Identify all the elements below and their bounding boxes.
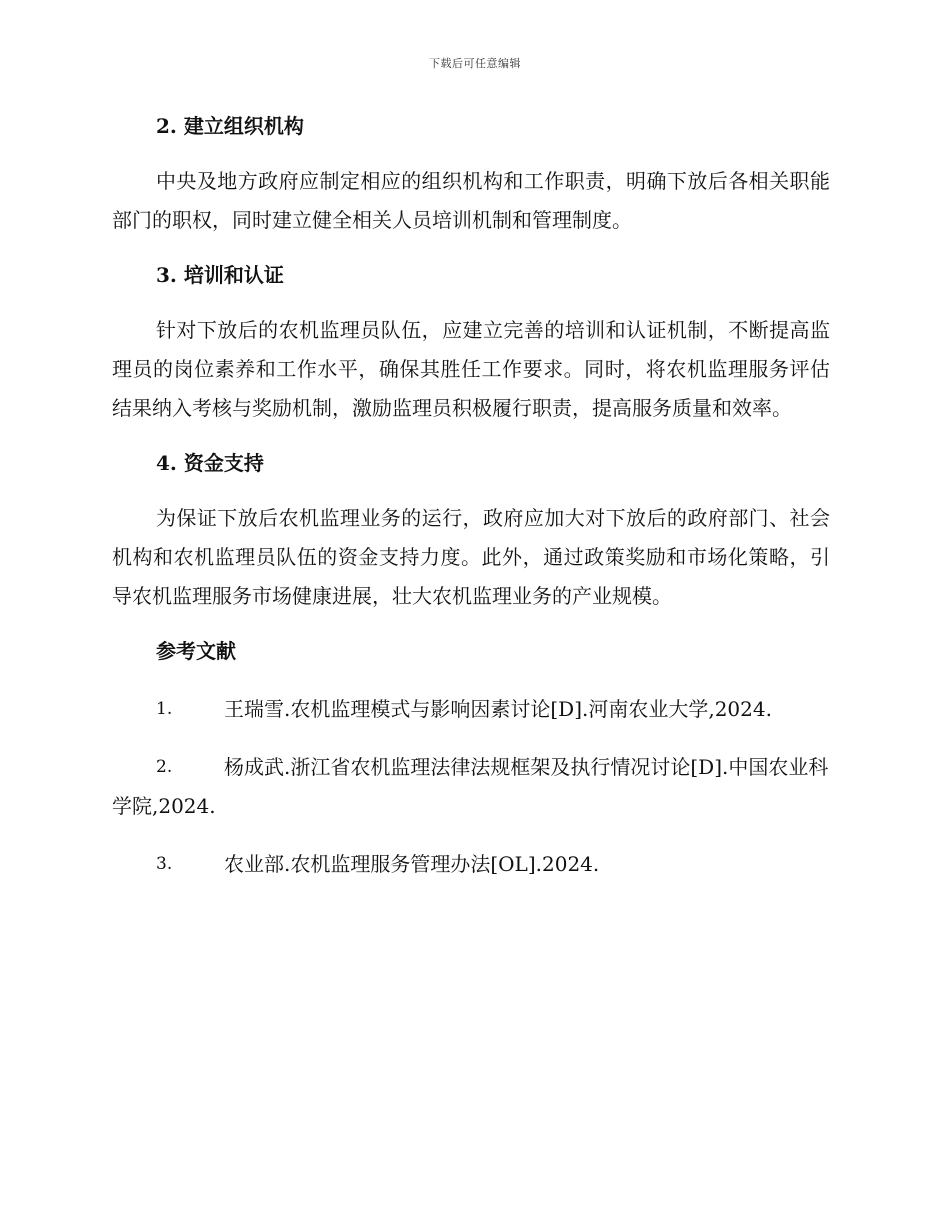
reference-item	[112, 845, 830, 884]
reference-text: 农业部.农机监理服务管理办法[OL].2024.	[224, 852, 600, 876]
references-heading: 参考文献	[156, 639, 236, 663]
section-heading-funding: 4. 资金支持	[156, 451, 264, 475]
section-heading-organization: 2. 建立组织机构	[156, 114, 304, 138]
reference-text: 杨成武.浙江省农机监理法律法规框架及执行情况讨论[D].中国农业科学院,2024.	[112, 755, 829, 818]
reference-number: 2.	[156, 757, 173, 777]
section-paragraph-funding: 为保证下放后农机监理业务的运行，政府应加大对下放后的政府部门、社会机构和农机监理员队伍的资金支持力度。此外，通过政策奖励和市场化策略，引导农机监理服务市场健康进展，壮大农机监理业务的产业规模。	[112, 506, 830, 608]
page-header-note: 下载后可任意编辑	[429, 57, 521, 70]
section-paragraph-organization: 中央及地方政府应制定相应的组织机构和工作职责，明确下放后各相关职能部门的职权，同时建立健全相关人员培训机制和管理制度。	[112, 169, 830, 232]
section-paragraph-training: 针对下放后的农机监理员队伍，应建立完善的培训和认证机制，不断提高监理员的岗位素养和工作水平，确保其胜任工作要求。同时，将农机监理服务评估结果纳入考核与奖励机制，激励监理员积极履行职责，提高服务质量和效率。	[112, 318, 830, 420]
section-heading-training: 3. 培训和认证	[156, 263, 284, 287]
reference-text: 王瑞雪.农机监理模式与影响因素讨论[D].河南农业大学,2024.	[224, 697, 772, 721]
reference-number: 1.	[156, 699, 173, 719]
reference-number: 3.	[156, 854, 173, 874]
document-body	[112, 106, 830, 884]
reference-item	[112, 690, 830, 729]
reference-item	[112, 748, 830, 826]
